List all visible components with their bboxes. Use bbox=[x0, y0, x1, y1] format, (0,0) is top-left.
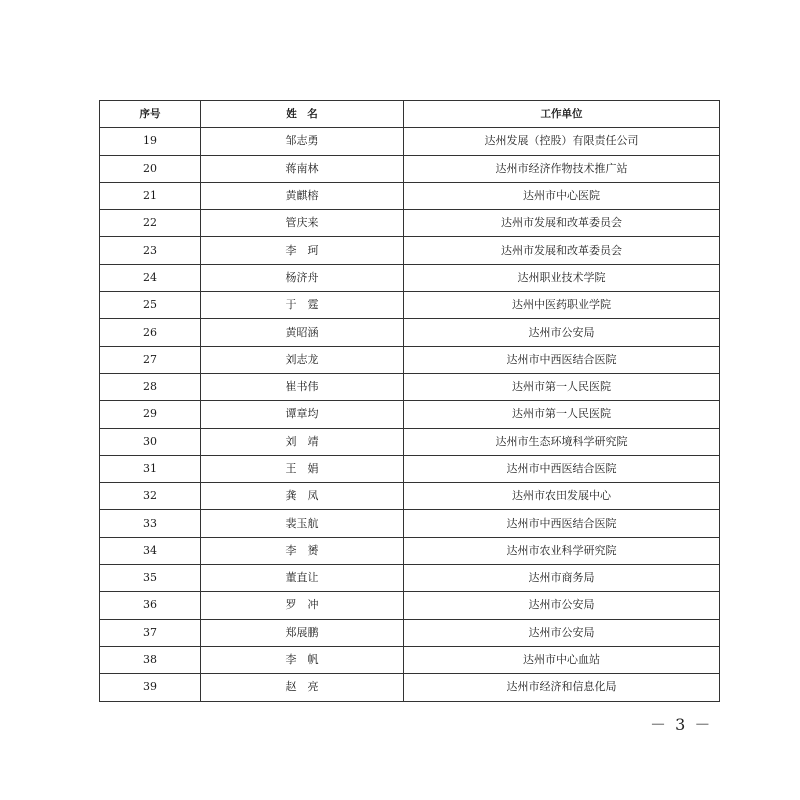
cell-name: 黄昭涵 bbox=[201, 319, 404, 346]
cell-unit: 达州职业技术学院 bbox=[404, 264, 720, 291]
cell-name: 赵 亮 bbox=[201, 674, 404, 701]
cell-seq: 21 bbox=[100, 182, 201, 209]
table-row bbox=[100, 346, 720, 373]
cell-unit: 达州中医药职业学院 bbox=[404, 292, 720, 319]
cell-name: 李 帆 bbox=[201, 646, 404, 673]
cell-seq: 39 bbox=[100, 674, 201, 701]
table-row bbox=[100, 264, 720, 291]
cell-name: 杨济舟 bbox=[201, 264, 404, 291]
cell-unit: 达州市发展和改革委员会 bbox=[404, 210, 720, 237]
table-row bbox=[100, 155, 720, 182]
header-seq: 序号 bbox=[100, 101, 201, 128]
cell-seq: 19 bbox=[100, 128, 201, 155]
cell-seq: 30 bbox=[100, 428, 201, 455]
cell-name: 黄麒榕 bbox=[201, 182, 404, 209]
cell-name: 李 赟 bbox=[201, 537, 404, 564]
cell-name: 于 霆 bbox=[201, 292, 404, 319]
cell-unit: 达州市中西医结合医院 bbox=[404, 346, 720, 373]
table-body bbox=[100, 128, 720, 701]
cell-seq: 36 bbox=[100, 592, 201, 619]
cell-seq: 32 bbox=[100, 483, 201, 510]
cell-unit: 达州市农业科学研究院 bbox=[404, 537, 720, 564]
cell-name: 王 娟 bbox=[201, 455, 404, 482]
cell-unit: 达州市中心血站 bbox=[404, 646, 720, 673]
cell-name: 董直让 bbox=[201, 565, 404, 592]
cell-seq: 33 bbox=[100, 510, 201, 537]
roster-table bbox=[99, 100, 720, 702]
cell-name: 刘 靖 bbox=[201, 428, 404, 455]
cell-unit: 达州市发展和改革委员会 bbox=[404, 237, 720, 264]
cell-unit: 达州市第一人民医院 bbox=[404, 373, 720, 400]
cell-seq: 37 bbox=[100, 619, 201, 646]
cell-unit: 达州市公安局 bbox=[404, 319, 720, 346]
table-row bbox=[100, 428, 720, 455]
cell-unit: 达州发展（控股）有限责任公司 bbox=[404, 128, 720, 155]
cell-name: 崔书伟 bbox=[201, 373, 404, 400]
cell-unit: 达州市中西医结合医院 bbox=[404, 455, 720, 482]
cell-name: 刘志龙 bbox=[201, 346, 404, 373]
table-row bbox=[100, 401, 720, 428]
page-number: － 3 － bbox=[650, 715, 713, 734]
cell-seq: 26 bbox=[100, 319, 201, 346]
table-row bbox=[100, 292, 720, 319]
cell-seq: 27 bbox=[100, 346, 201, 373]
cell-seq: 22 bbox=[100, 210, 201, 237]
cell-unit: 达州市公安局 bbox=[404, 619, 720, 646]
table-row bbox=[100, 674, 720, 701]
cell-name: 蒋南林 bbox=[201, 155, 404, 182]
cell-unit: 达州市商务局 bbox=[404, 565, 720, 592]
cell-unit: 达州市经济和信息化局 bbox=[404, 674, 720, 701]
cell-name: 李 珂 bbox=[201, 237, 404, 264]
table-row bbox=[100, 210, 720, 237]
cell-name: 龚 凤 bbox=[201, 483, 404, 510]
table-row bbox=[100, 619, 720, 646]
cell-seq: 31 bbox=[100, 455, 201, 482]
cell-name: 罗 冲 bbox=[201, 592, 404, 619]
cell-seq: 38 bbox=[100, 646, 201, 673]
cell-unit: 达州市经济作物技术推广站 bbox=[404, 155, 720, 182]
table-row bbox=[100, 483, 720, 510]
cell-seq: 20 bbox=[100, 155, 201, 182]
cell-seq: 29 bbox=[100, 401, 201, 428]
table-header-row bbox=[100, 101, 720, 128]
cell-seq: 28 bbox=[100, 373, 201, 400]
cell-name: 裴玉航 bbox=[201, 510, 404, 537]
table-row bbox=[100, 510, 720, 537]
cell-name: 谭章均 bbox=[201, 401, 404, 428]
cell-unit: 达州市第一人民医院 bbox=[404, 401, 720, 428]
table-row bbox=[100, 592, 720, 619]
table-row bbox=[100, 182, 720, 209]
cell-name: 管庆来 bbox=[201, 210, 404, 237]
cell-unit: 达州市农田发展中心 bbox=[404, 483, 720, 510]
cell-seq: 25 bbox=[100, 292, 201, 319]
table-row bbox=[100, 646, 720, 673]
table-row bbox=[100, 565, 720, 592]
cell-seq: 24 bbox=[100, 264, 201, 291]
header-unit: 工作单位 bbox=[404, 101, 720, 128]
cell-seq: 34 bbox=[100, 537, 201, 564]
cell-unit: 达州市中心医院 bbox=[404, 182, 720, 209]
cell-seq: 35 bbox=[100, 565, 201, 592]
cell-unit: 达州市公安局 bbox=[404, 592, 720, 619]
table-row bbox=[100, 373, 720, 400]
table-row bbox=[100, 319, 720, 346]
cell-name: 邹志勇 bbox=[201, 128, 404, 155]
table-row bbox=[100, 237, 720, 264]
header-name: 姓 名 bbox=[201, 101, 404, 128]
cell-unit: 达州市中西医结合医院 bbox=[404, 510, 720, 537]
cell-seq: 23 bbox=[100, 237, 201, 264]
table-row bbox=[100, 537, 720, 564]
table-row bbox=[100, 455, 720, 482]
table-row bbox=[100, 128, 720, 155]
cell-name: 郑展鹏 bbox=[201, 619, 404, 646]
cell-unit: 达州市生态环境科学研究院 bbox=[404, 428, 720, 455]
